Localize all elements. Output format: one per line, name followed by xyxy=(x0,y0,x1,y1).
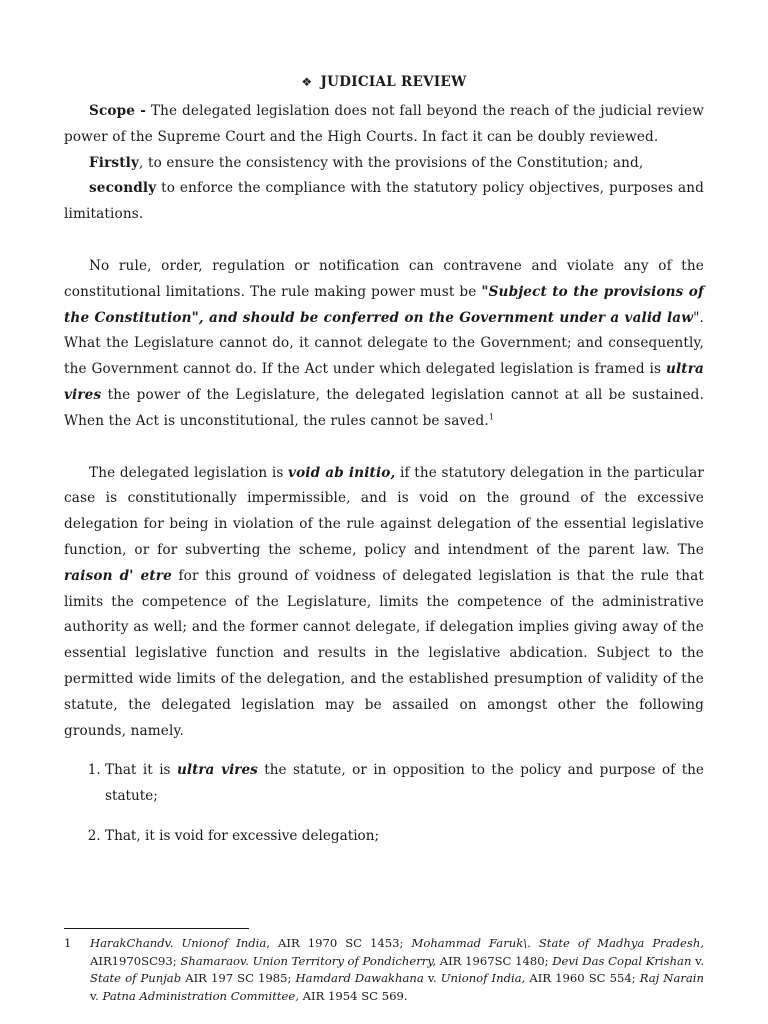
void-emphasis-2: raison d' etre xyxy=(64,567,172,584)
paragraph-scope xyxy=(64,99,704,151)
list-item xyxy=(105,824,704,850)
section-heading xyxy=(64,74,704,90)
footnote-divider xyxy=(64,928,249,929)
case-name: Patna Administration Committee, xyxy=(102,988,299,1003)
citation: AIR 1954 SC 569. xyxy=(298,988,408,1003)
diamond-bullet-icon: ❖ xyxy=(301,75,313,89)
void-text-3: for this ground of voidness of delegated legislation is that the rule that limits the competence of the Legislature, limits the competence of the administrative authority as well; and the former cannot delegate, if delegation implies giving away of the essential legislative function and results in the legislative abdication. Subject to the permitted wide limits of the delegation, and the established presumption of validity of the statute, the delegated legislation may be assailed on amongst other the following grounds, namely. xyxy=(64,567,704,739)
rule-text-2: ". What the Legislature cannot do, it cannot delegate to the Government; and consequently, the Government cannot do. If the Act under which delegated legislation is framed is xyxy=(64,309,704,378)
document-page xyxy=(64,74,704,850)
secondly-label: secondly xyxy=(89,180,157,197)
rule-text-1: No rule, order, regulation or notification can contravene and violate any of the constitutional limitations. The rule making power must be xyxy=(64,257,704,300)
case-name: Mohammad Faruk\. State of Madhya Pradesh, xyxy=(411,936,704,950)
item1-text-2: the statute, or in opposition to the policy and purpose of the statute; xyxy=(105,762,704,805)
footnote-reference[interactable]: 1 xyxy=(488,412,495,422)
footnote xyxy=(64,935,704,1005)
scope-label: Scope - xyxy=(89,103,147,119)
case-name: Devi Das Copal Krishan xyxy=(552,953,692,968)
case-name: Shamaraov. Union Territory of Pondicherry, xyxy=(180,953,437,968)
heading-title: JUDICIAL REVIEW xyxy=(320,74,467,90)
case-name: State of Punjab xyxy=(90,971,182,985)
void-emphasis-1: void ab initio, xyxy=(288,464,396,481)
footnote-number: 1 xyxy=(64,936,72,950)
citation: AIR 1967SC 1480; xyxy=(436,953,553,968)
case-name: Unionof India, xyxy=(440,971,526,985)
paragraph-firstly xyxy=(64,151,704,177)
scope-text: The delegated legislation does not fall beyond the reach of the judicial review power of the Supreme Court and the High Courts. In fact it can be doubly reviewed. xyxy=(64,103,704,145)
spacer xyxy=(64,435,704,461)
void-text-2: if the statutory delegation in the particular case is constitutionally impermissible, and is void on the ground of the excessive delegation for being in violation of the rule against delegation of the essential legislative function, or for subverting the scheme, policy and intendment of the parent law. The xyxy=(64,464,704,558)
citation: AIR 1960 SC 554; xyxy=(525,971,640,985)
list-item xyxy=(105,758,704,810)
paragraph-rule-making xyxy=(64,254,704,435)
paragraph-secondly xyxy=(64,176,704,228)
citation: AIR 197 SC 1985; xyxy=(181,971,296,985)
footnote-text xyxy=(90,935,704,1005)
firstly-label: Firstly xyxy=(89,154,140,171)
versus: v. xyxy=(90,988,103,1003)
secondly-text: to enforce the compliance with the statutory policy objectives, purposes and limitations. xyxy=(64,180,704,223)
item2-text: That, it is void for excessive delegation; xyxy=(105,827,380,844)
case-name: HarakChandv. Unionof India xyxy=(90,936,267,950)
case-name: Raj Narain xyxy=(639,971,704,985)
case-name: Hamdard Dawakhana xyxy=(295,971,424,985)
rule-emphasis-1: "Subject to the provisions of the Constitution", and should be conferred on the Government under a valid law xyxy=(64,283,704,326)
versus: v. xyxy=(423,971,441,985)
item1-emphasis: ultra vires xyxy=(177,762,258,779)
versus: v. xyxy=(691,953,705,968)
paragraph-void-ab-initio xyxy=(64,461,704,745)
firstly-text: , to ensure the consistency with the provisions of the Constitution; and, xyxy=(139,154,644,171)
grounds-list xyxy=(64,758,704,849)
void-text-1: The delegated legislation is xyxy=(89,464,289,481)
citation: AIR1970SC93; xyxy=(90,953,181,968)
spacer xyxy=(64,228,704,254)
citation: , AIR 1970 SC 1453; xyxy=(266,936,412,950)
item1-text-1: That it is xyxy=(105,762,178,779)
rule-text-3: the power of the Legislature, the delegated legislation cannot at all be sustained. When the Act is unconstitutional, the rules cannot be saved. xyxy=(64,386,704,429)
rule-emphasis-2: ultra vires xyxy=(64,361,704,403)
